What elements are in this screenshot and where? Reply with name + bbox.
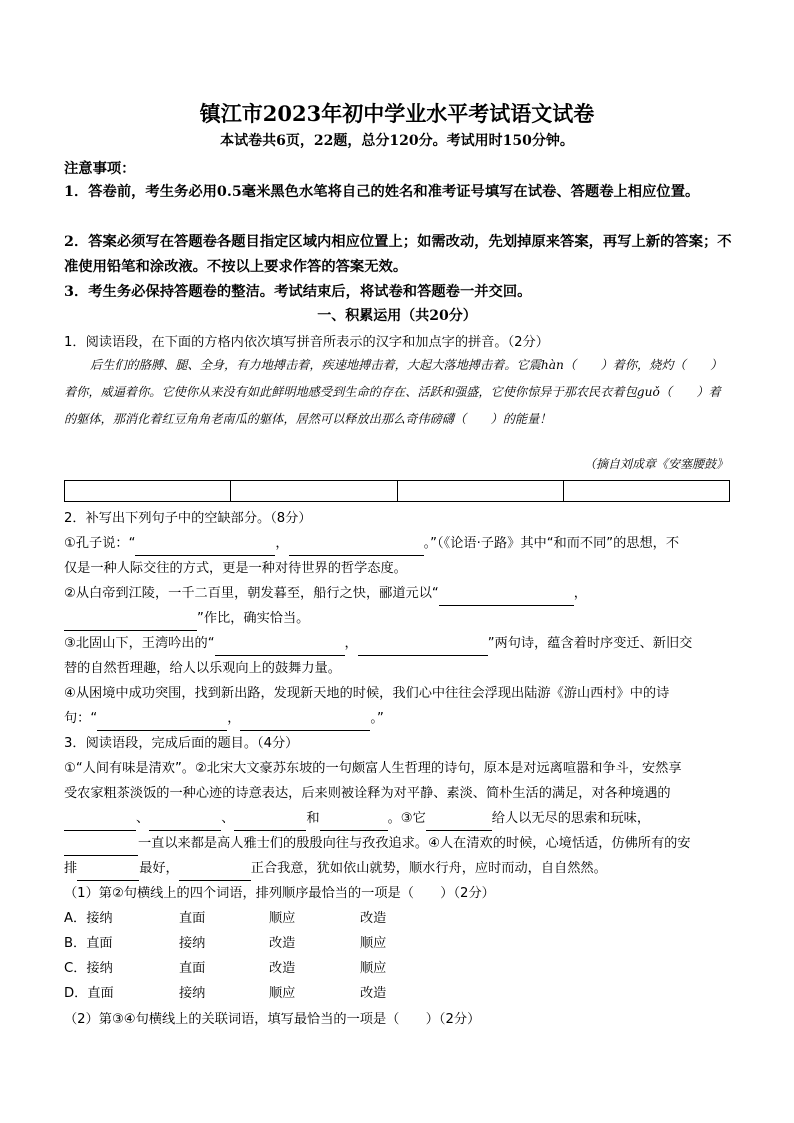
option-word: 直面 xyxy=(179,961,206,976)
q2-item-2-cont xyxy=(64,606,734,631)
fill-blank[interactable] xyxy=(426,815,492,831)
option-label: A．接纳 xyxy=(64,911,113,926)
page-subtitle: 本试卷共6页，22题，总分120分。考试用时150分钟。 xyxy=(220,133,574,149)
option-word: 改造 xyxy=(269,936,296,951)
q2-item-4: ④从困境中成功突围，找到新出路，发现新天地的时候，我们心中往往会浮现出陆游《游山西村》中的诗 xyxy=(64,686,670,701)
fill-blank[interactable] xyxy=(64,615,197,631)
q2-item-3-text-a: ③北固山下，王湾吟出的“ xyxy=(64,636,215,651)
fill-blank[interactable] xyxy=(240,715,370,731)
q2-item-2-text-a: ②从白帝到江陵，一千二百里，朝发暮至，船行之快，郦道元以“ xyxy=(64,586,439,601)
q3-line-5-text-a: 排 xyxy=(64,861,78,876)
q3-line-4 xyxy=(64,831,734,856)
q1-stem: 1．阅读语段，在下面的方格内依次填写拼音所表示的汉字和加点字的拼音。（2分） xyxy=(64,335,549,350)
option-word: 改造 xyxy=(360,911,387,926)
q3-line-3: 、 、 和 。③它 给人以无尽的思索和玩味， xyxy=(64,806,734,831)
fill-blank[interactable] xyxy=(97,715,227,731)
q2-item-4-cont xyxy=(64,706,734,731)
fill-blank[interactable] xyxy=(439,590,574,606)
q2-item-3-text-c: ”两句诗，蕴含着时序变迁、新旧交 xyxy=(487,636,693,651)
q1-source: （摘自刘成章《安塞腰鼓》 xyxy=(583,457,728,471)
q2-item-1-text-b: ， xyxy=(275,536,289,551)
fill-blank[interactable] xyxy=(135,540,275,556)
option-word: 顺应 xyxy=(360,936,387,951)
q2-stem: 2．补写出下列句子中的空缺部分。（8分） xyxy=(64,511,312,526)
q2-item-4-text-c: ， xyxy=(227,711,241,726)
fill-blank[interactable] xyxy=(234,815,306,831)
fill-blank[interactable] xyxy=(320,815,388,831)
notice-item-1: 1．答卷前，考生务必用0.5毫米黑色水笔将自己的姓名和准考证号填写在试卷、答题卷上相应位置。 xyxy=(64,184,700,200)
q3-sub1: （1）第②句横线上的四个词语，排列顺序最恰当的一项是（ ）（2分） xyxy=(64,886,495,901)
section-heading: 一、积累运用（共20分） xyxy=(317,308,477,324)
q3-line-5-text-c: 正合我意，犹如依山就势，顺水行舟，应时而动，自自然然。 xyxy=(250,861,607,876)
option-word: 顺应 xyxy=(269,986,296,1001)
notice-item-3: 3．考生务必保持答题卷的整洁。考试结束后，将试卷和答题卷一并交回。 xyxy=(64,284,532,300)
q2-item-2 xyxy=(64,581,734,606)
q3-line-1: ①“人间有味是清欢”。②北宋大文豪苏东坡的一句颇富人生哲理的诗句，原本是对远离喧嚣和争斗，安然享 xyxy=(64,761,682,776)
option-word: 顺应 xyxy=(360,961,387,976)
q3-line-3-and: 和 xyxy=(306,811,320,826)
notice-heading: 注意事项： xyxy=(64,161,136,177)
q2-item-3-cont: 替的自然哲理趣，给人以乐观向上的鼓舞力量。 xyxy=(64,661,341,676)
q3-sub2: （2）第③④句横线上的关联词语，填写最恰当的一项是（ ）（2分） xyxy=(64,1012,481,1027)
notice-item-2: 2．答案必须写在答题卷各题目指定区域内相应位置上；如需改动，先划掉原来答案，再写上新的答案；不准使用铅笔和涂改液。不按以上要求作答的答案无效。 xyxy=(64,234,732,275)
q3-line-5 xyxy=(64,856,734,881)
option-word: 直面 xyxy=(179,911,206,926)
q3-line-4-text: 一直以来都是高人雅士们的殷殷向往与孜孜追求。④人在清欢的时候，心境恬适，仿佛所有的安 xyxy=(138,836,691,851)
option-word: 改造 xyxy=(360,986,387,1001)
q3-line-3-text-c: 给人以无尽的思索和玩味， xyxy=(491,811,651,826)
answer-grid[interactable] xyxy=(64,480,730,502)
option-word: 接纳 xyxy=(179,986,206,1001)
fill-blank[interactable] xyxy=(149,815,221,831)
fill-blank[interactable] xyxy=(179,865,251,881)
q2-item-1 xyxy=(64,531,734,556)
fill-blank[interactable] xyxy=(77,865,139,881)
q2-item-4-text-d: 。” xyxy=(370,711,384,726)
fill-blank[interactable] xyxy=(358,640,488,656)
q2-item-2-text-c: ”作比，确实恰当。 xyxy=(197,611,310,626)
option-label: D．直面 xyxy=(64,986,114,1001)
q2-item-4-text-b: 句：“ xyxy=(64,711,98,726)
option-word: 改造 xyxy=(269,961,296,976)
answer-cell[interactable] xyxy=(65,481,231,501)
answer-cell[interactable] xyxy=(564,481,729,501)
q3-line-5-text-b: 最好， xyxy=(139,861,179,876)
q2-item-1-text-a: ①孔子说：“ xyxy=(64,536,136,551)
q2-item-2-text-b: ， xyxy=(573,586,587,601)
q2-item-1-text-c: 。”（《论语·子路》其中“和而不同”的思想，不 xyxy=(423,536,680,551)
fill-blank[interactable] xyxy=(215,640,345,656)
fill-blank[interactable] xyxy=(64,840,138,856)
q2-item-1-cont: 仅是一种人际交往的方式，更是一种对待世界的哲学态度。 xyxy=(64,561,407,576)
q3-line-3-text-b: 。③它 xyxy=(387,811,426,826)
q2-item-3 xyxy=(64,631,734,656)
q1-passage: 后生们的胳膊、腿、全身，有力地搏击着，疾速地搏击着，大起大落地搏击着。它震hàn（ ）着你，烧灼（ ）着你，威逼着你。它使你从来没有如此鲜明地感受到生命的存在、活跃和强盛，它使你惊异于那农民衣着包guǒ（ ）着的躯体，那消化着红豆角角老南瓜的躯体，居然可以释放出那么奇伟磅礴（ ）的能量！ xyxy=(64,358,723,426)
fill-blank[interactable] xyxy=(64,815,136,831)
fill-blank[interactable] xyxy=(289,540,424,556)
answer-cell[interactable] xyxy=(231,481,397,501)
page-title: 镇江市2023年初中学业水平考试语文试卷 xyxy=(199,101,595,126)
q3-line-2: 受农家粗茶淡饭的一种心迹的诗意表达，后来则被诠释为对平静、素淡、简朴生活的满足，对各种境遇的 xyxy=(64,786,671,801)
option-word: 接纳 xyxy=(179,936,206,951)
answer-cell[interactable] xyxy=(398,481,564,501)
option-word: 顺应 xyxy=(269,911,296,926)
option-label: B．直面 xyxy=(64,936,113,951)
q2-item-3-text-b: ， xyxy=(344,636,358,651)
option-label: C．接纳 xyxy=(64,961,113,976)
q3-stem: 3．阅读语段，完成后面的题目。（4分） xyxy=(64,736,299,751)
